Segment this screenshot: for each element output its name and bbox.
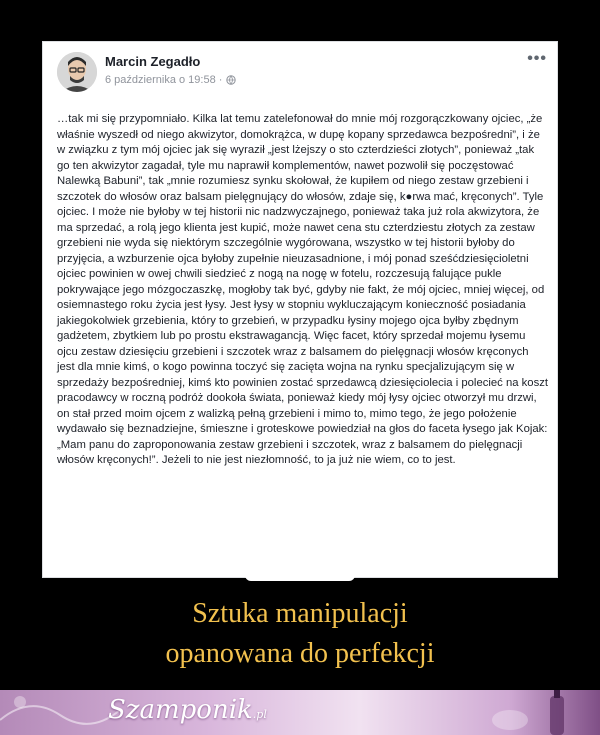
avatar[interactable] [57, 52, 97, 92]
caption-line-1: Sztuka manipulacji [192, 598, 408, 629]
avatar-photo [57, 52, 97, 92]
caption-line-2: opanowana do perfekcji [165, 638, 435, 669]
more-options-button[interactable]: ••• [527, 50, 547, 67]
globe-icon [226, 75, 236, 85]
post-text: …tak mi się przypomniało. Kilka lat temu zatelefonował do mnie mój rozgorączkowany ojciec, „że właśnie wyszedł od niego akwizytor, domokrążca, w dupę kopany sprzedawca bezpośredni”, i że w związku z tym mój ojciec jak się wyraził „jest lżejszy o sto czterdzieści złotych”, ponieważ „tak go ten akwizytor zagadał, tyle mu naprawił komplementów, nawet pozwolił się poczęstować Nalewką Babuni”, tak „mnie rozumiesz synku skołował, że kupiłem od niego zestaw grzebieni i szczotek do włosów oraz balsam pielęgnujący do włosów, zdaje się, k●rwa mać, kręconych”. Tyle ojciec. I może nie byłoby w tej historii nic nadzwyczajnego, ponieważ taka już rola akwizytora, że ma sprzedać, a rolą jego klienta jest kupić, może nawet cena stu czterdziestu złotych za zestaw grzebieni nie wyda się niektórym szczególnie wygórowana, wszystko w tej historii byłoby do przyjęcia, a wzburzenie ojca byłoby zupełnie nieuzasadnione, i mój ponad sześćdziesięcioletni ojciec powinien w owej chwili siedzieć z nogą na nogę w fotelu, rozczesują falujące pukle pokrywające jego mózgoczaszkę, mogłoby tak być, gdyby nie fakt, że mój ojciec, mniej więcej, od osiemnastego roku życia jest łysy. Jest łysy w stopniu wykluczającym konieczność posiadania jakiegokolwiek grzebienia, który to grzebień, w przypadku łysiny mojego ojca byłby zbędnym gadżetem, zbytkiem lub po prostu ekstrawagancją. Więc facet, który sprzedał mojemu łysemu ojcu zestaw dziesięciu grzebieni i szczotek wraz z balsamem do pielęgnacji włosów kręconych jest dla mnie kimś, o kogo powinna toczyć się zacięta wojna na rynku specjalizującym się w sprzedaży bezpośredniej, kimś kto powinien zostać sprzedawcą dziesięciolecia i polecieć na koszt pracodawcy w roczną podróż dookoła świata, ponieważ kiedy mój łysy ojciec otworzył mu drzwi, on stał przed moim ojcem z walizką pełną grzebieni i mimo to, mimo tego, że jego położenie wydawało się beznadziejne, śmieszne i groteskowe powiedział na głos do faceta łysego jak Kojak: „Mam panu do zaproponowania zestaw grzebieni i szczotek, wraz z balsamem do pielęgnacji włosów kręconych!”. Jeżeli to nie jest niezłomność, to ja już nie wiem, co to jest. [57, 113, 549, 466]
brand-logo[interactable] [108, 695, 267, 725]
brand-logo-text: Szamponik [108, 695, 253, 725]
post-timestamp[interactable]: 6 października o 19:58 · [105, 74, 223, 86]
facebook-post-card [42, 41, 558, 578]
post-meta [105, 74, 236, 86]
author-name[interactable]: Marcin Zegadło [105, 54, 201, 69]
card-bottom-tab [245, 575, 355, 581]
brand-logo-suffix: .pl [252, 708, 267, 721]
decorative-bottle-icon [480, 690, 600, 735]
brand-band [0, 690, 600, 735]
